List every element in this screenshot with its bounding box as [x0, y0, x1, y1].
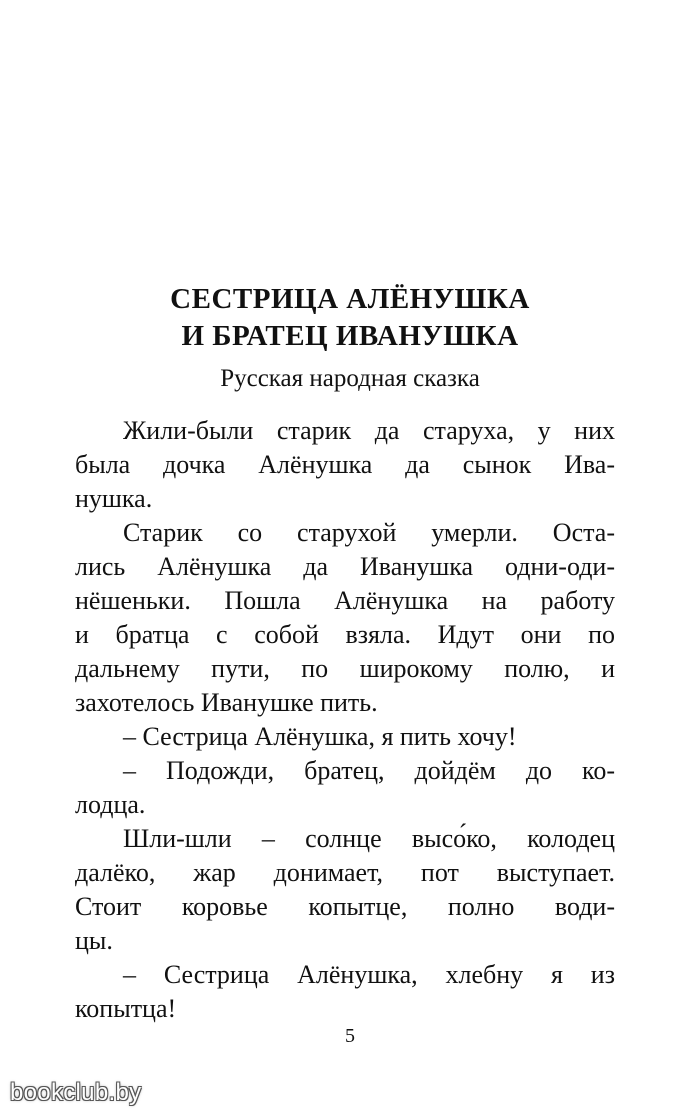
- text-line: копытца!: [75, 994, 177, 1023]
- story-subtitle: Русская народная сказка: [220, 365, 480, 392]
- text-line: дальнему пути, по широкому полю, и: [75, 654, 615, 683]
- watermark: bookclub.by: [10, 1079, 142, 1106]
- text-line: цы.: [75, 926, 113, 955]
- text-line: нушка.: [75, 484, 153, 513]
- text-line: Жили-были старик да старуха, у них: [123, 416, 615, 445]
- dialogue-line: – Подожди, братец, дойдём до ко-: [123, 756, 615, 785]
- story-title-line-2: И БРАТЕЦ ИВАНУШКА: [181, 320, 519, 352]
- story-title-line-1: СЕСТРИЦА АЛЁНУШКА: [170, 283, 530, 315]
- dialogue-line: – Сестрица Алёнушка, хлебну я из: [123, 960, 615, 989]
- story-text: [75, 414, 615, 1026]
- text-line: лись Алёнушка да Иванушка одни-оди-: [75, 552, 615, 581]
- text-line: и братца с собой взяла. Идут они по: [75, 620, 615, 649]
- text-line: Стоит коровье копытце, полно води-: [75, 892, 615, 921]
- text-line: далёко, жар донимает, пот выступает.: [75, 858, 615, 887]
- text-line: Шли-шли – солнце высо́ко, колодец: [123, 824, 615, 853]
- text-line: Старик со старухой умерли. Оста-: [123, 518, 615, 547]
- text-line: лодца.: [75, 790, 146, 819]
- page-number: 5: [345, 1025, 355, 1047]
- text-line: нёшеньки. Пошла Алёнушка на работу: [75, 586, 615, 615]
- text-line: была дочка Алёнушка да сынок Ива-: [75, 450, 615, 479]
- dialogue-line: – Сестрица Алёнушка, я пить хочу!: [123, 722, 517, 751]
- text-line: захотелось Иванушке пить.: [75, 688, 378, 717]
